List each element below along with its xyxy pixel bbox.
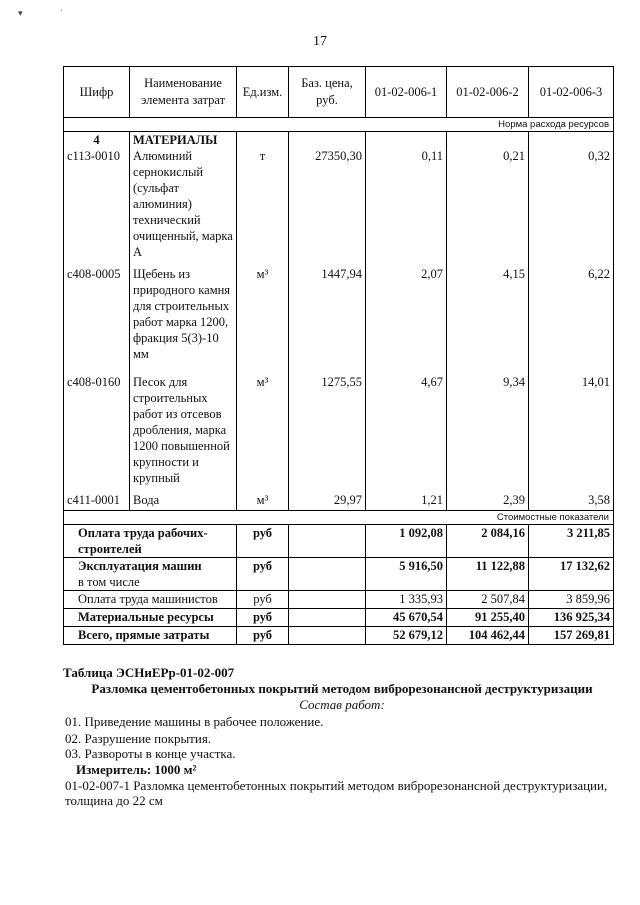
header-unit: Ед.изм. — [237, 67, 289, 118]
cost-unit: руб — [237, 524, 289, 557]
scan-mark: ▾ — [18, 8, 23, 18]
resource-code: с411-0001 — [64, 492, 130, 510]
cost-row — [64, 524, 614, 557]
cost-label: Материальные ресурсы — [64, 608, 237, 626]
cost-sublabel: в том числе — [78, 574, 140, 589]
norm-col2: 2,39 — [447, 492, 529, 510]
cost-unit: руб — [237, 608, 289, 626]
cost-col2: 104 462,44 — [447, 626, 529, 644]
resource-unit: м³ — [237, 492, 289, 510]
resource-name: Песок для строительных работ из отсевов дробления, марка 1200 повышенной крупности и крупный — [130, 374, 237, 492]
norm-col2: 0,21 — [447, 148, 529, 266]
cost-row — [64, 626, 614, 644]
cost-row — [64, 557, 614, 590]
cost-col3: 157 269,81 — [529, 626, 614, 644]
cost-col1: 52 679,12 — [366, 626, 447, 644]
resource-price: 1275,55 — [289, 374, 366, 492]
norm-col1: 4,67 — [366, 374, 447, 492]
cost-col3: 3 211,85 — [529, 524, 614, 557]
cost-label: Эксплуатация машин — [78, 558, 202, 573]
resource-price: 1447,94 — [289, 266, 366, 374]
header-name: Наименование элемента затрат — [130, 67, 237, 118]
table-row — [64, 266, 614, 374]
section-row — [64, 132, 614, 149]
norm-description: 01-02-007-1 Разломка цементобетонных покрытий методом виброрезонансной деструктуризации, толщина до 22 см — [65, 778, 608, 808]
resource-unit: м³ — [237, 266, 289, 374]
band-norm — [64, 118, 614, 132]
cost-label: Оплата труда машинистов — [64, 590, 237, 608]
norm-col3: 6,22 — [529, 266, 614, 374]
resource-unit: т — [237, 148, 289, 266]
band-norm-label: Норма расхода ресурсов — [64, 118, 614, 132]
cost-col2: 2 507,84 — [447, 590, 529, 608]
page-number: 17 — [313, 34, 327, 49]
norm-col3: 14,01 — [529, 374, 614, 492]
cost-col2: 91 255,40 — [447, 608, 529, 626]
cost-label: Всего, прямые затраты — [64, 626, 237, 644]
norm-col2: 4,15 — [447, 266, 529, 374]
norm-col1: 2,07 — [366, 266, 447, 374]
cost-unit: руб — [237, 626, 289, 644]
cost-row — [64, 608, 614, 626]
cost-col3: 3 859,96 — [529, 590, 614, 608]
table-header — [64, 67, 614, 118]
norm-col1: 0,11 — [366, 148, 447, 266]
norm-col3: 3,58 — [529, 492, 614, 510]
work-step: 02. Разрушение покрытия. — [65, 731, 212, 746]
header-col1: 01-02-006-1 — [366, 67, 447, 118]
work-composition-heading: Состав работ: — [299, 697, 385, 712]
section-title: МАТЕРИАЛЫ — [130, 132, 237, 149]
resource-name: Щебень из природного камня для строительных работ марка 1200, фракция 5(3)-10 мм — [130, 266, 237, 374]
header-code: Шифр — [64, 67, 130, 118]
cost-col1: 5 916,50 — [366, 557, 447, 590]
resource-table — [63, 66, 614, 645]
table-name: Разломка цементобетонных покрытий методом виброрезонансной деструктуризации — [91, 681, 593, 696]
band-cost-label: Стоимостные показатели — [64, 510, 614, 524]
cost-col2: 11 122,88 — [447, 557, 529, 590]
cost-label-wrap — [64, 557, 237, 590]
norm-col3: 0,32 — [529, 148, 614, 266]
cost-label: Оплата труда рабочих-строителей — [64, 524, 237, 557]
resource-code: с408-0005 — [64, 266, 130, 374]
work-step: 01. Приведение машины в рабочее положение. — [65, 714, 324, 729]
cost-row — [64, 590, 614, 608]
norm-col1: 1,21 — [366, 492, 447, 510]
table-title: Таблица ЭСНиЕРр-01-02-007 — [63, 665, 235, 680]
resource-code: с113-0010 — [64, 148, 130, 266]
resource-price: 27350,30 — [289, 148, 366, 266]
resource-name: Алюминий сернокислый (сульфат алюминия) технический очищенный, марка А — [130, 148, 237, 266]
table-row — [64, 374, 614, 492]
work-step: 03. Развороты в конце участка. — [65, 746, 236, 761]
cost-col3: 136 925,34 — [529, 608, 614, 626]
cost-col2: 2 084,16 — [447, 524, 529, 557]
resource-code: с408-0160 — [64, 374, 130, 492]
cost-col3: 17 132,62 — [529, 557, 614, 590]
section-number: 4 — [64, 132, 130, 149]
cost-col1: 45 670,54 — [366, 608, 447, 626]
table-row — [64, 148, 614, 266]
resource-price: 29,97 — [289, 492, 366, 510]
cost-unit: руб — [237, 590, 289, 608]
scan-mark: ˈ — [60, 8, 63, 18]
cost-col1: 1 092,08 — [366, 524, 447, 557]
table-row — [64, 492, 614, 510]
resource-unit: м³ — [237, 374, 289, 492]
norm-col2: 9,34 — [447, 374, 529, 492]
measure-unit: Измеритель: 1000 м² — [76, 762, 197, 777]
cost-unit: руб — [237, 557, 289, 590]
header-col3: 01-02-006-3 — [529, 67, 614, 118]
header-price: Баз. цена, руб. — [289, 67, 366, 118]
resource-name: Вода — [130, 492, 237, 510]
header-col2: 01-02-006-2 — [447, 67, 529, 118]
band-cost — [64, 510, 614, 524]
cost-col1: 1 335,93 — [366, 590, 447, 608]
